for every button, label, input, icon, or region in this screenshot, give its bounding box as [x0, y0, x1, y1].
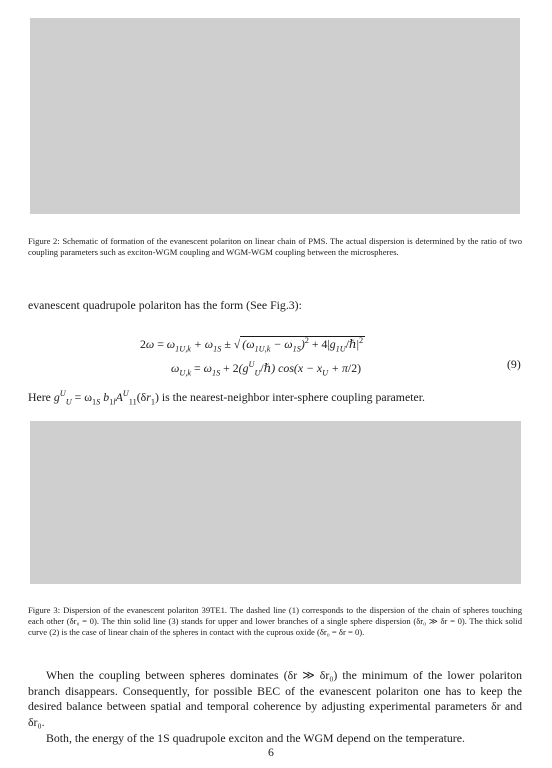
body-paragraph-1: When the coupling between spheres dominates (δr ≫ δr₀) the minimum of the lower polariton branch disappears. Consequently, for possible BEC of the evanescent polariton one has to keep the desired balance between spatial and temporal coherence by adjusting experimental parameters δr and δr₀.	[28, 668, 522, 729]
here-word: Here	[28, 389, 54, 404]
equation-line-1: $2\omega = \omega_{1U,k} + \omega_{1S}$ ± √ $(\omega_{1U,k} - \omega_{1S})^2$ + $4|g_{1U}/\hbar|^2$	[140, 336, 364, 354]
figure-3-image	[30, 421, 521, 584]
equation-intro-text: evanescent quadrupole polariton has the form (See Fig.3):	[28, 298, 302, 312]
figure-2-image	[30, 18, 520, 214]
coupling-parameter-text: Here $g^U_U = \omega_{1S}$ $b_{1l}A^U_{11}(\delta r_1)$ is the nearest-neighbor inter-sphere coupling parameter.	[28, 389, 425, 407]
equation-number: (9)	[507, 357, 521, 371]
coupling-description: is the nearest-neighbor inter-sphere coupling parameter.	[158, 389, 425, 404]
figure-3-caption: Figure 3: Dispersion of the evanescent polariton 39TE1. The dashed line (1) corresponds to the dispersion of the chain of spheres touching each other (δr₀ = 0). The thin solid line (3) stands for upper and lower branches of a single sphere dispersion (δr₀ ≫ δr = 0). The thick solid curve (2) is the case of linear chain of the spheres in contact with the cuprous oxide (δr₀ = δr = 0).	[28, 605, 522, 637]
equation-line-2: $\omega_{U,k} = \omega_{1S}$ + $2(g^U_U/\hbar) \cos(x - x_U + \pi/2)$	[171, 360, 362, 378]
body-paragraph-2: Both, the energy of the 1S quadrupole exciton and the WGM depend on the temperature.	[46, 731, 465, 745]
figure-2-caption: Figure 2: Schematic of formation of the evanescent polariton on linear chain of PMS. The actual dispersion is determined by the ratio of two coupling parameters such as exciton-WGM coupling and WGM-WGM coupling between the microspheres.	[28, 236, 522, 257]
page-number: 6	[268, 745, 274, 759]
